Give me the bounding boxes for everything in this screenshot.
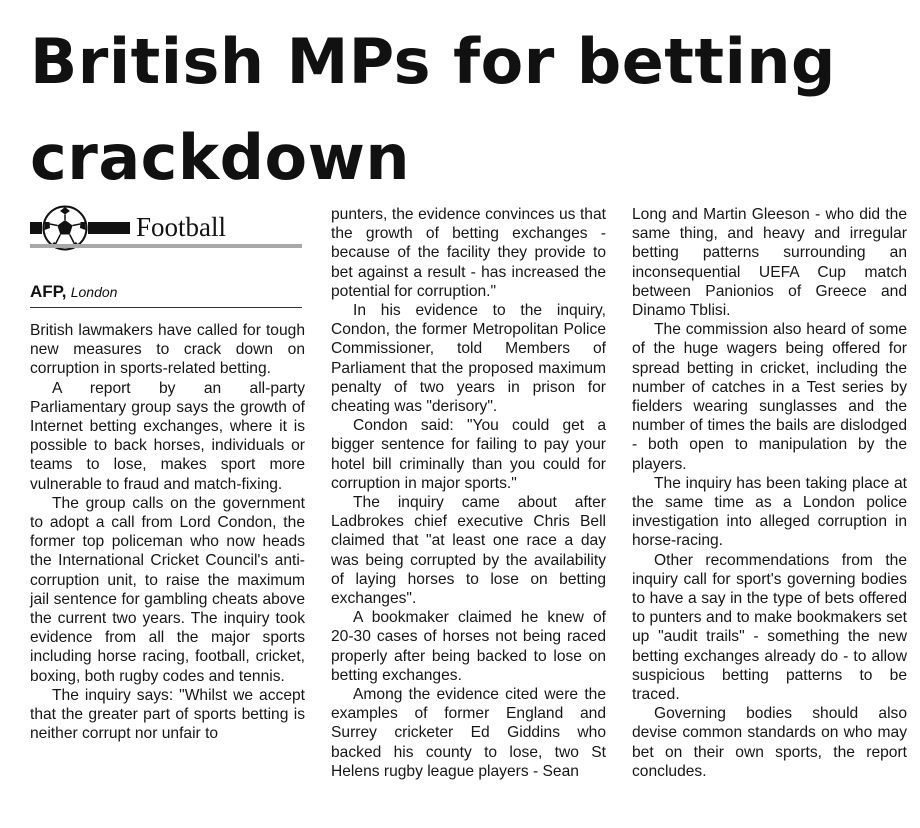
article-paragraph: British lawmakers have called for tough new measures to crack down on corruption in sports-related betting.: [30, 322, 305, 378]
article-paragraph: The commission also heard of some of the huge wagers being offered for spread betting in cricket, including the number of catches in a Test series by fielders wearing sunglasses and the number of times the bails are dislodged - both open to manipulation by the players.: [632, 321, 907, 473]
section-bar-middle: [88, 222, 130, 234]
article-column-1: [30, 321, 305, 743]
byline-rule: [30, 307, 302, 308]
article-paragraph: Among the evidence cited were the examples of former England and Surrey cricketer Ed Giddins who backed his county to lose, two St Helens rugby league players - Sean: [331, 686, 606, 780]
section-tag: [30, 204, 302, 250]
article-paragraph: A bookmaker claimed he knew of 20-30 cases of horses not being raced properly after being backed to lose on betting exchanges.: [331, 609, 606, 684]
article-column-2: [331, 205, 606, 781]
byline-location: London: [70, 284, 118, 300]
article-paragraph: Condon said: "You could get a bigger sentence for failing to pay your hotel bill criminally than you could for corruption in major sports.": [331, 417, 606, 492]
section-label: Football: [136, 212, 227, 242]
headline: British MPs for betting crackdown: [30, 25, 836, 194]
article-paragraph: In his evidence to the inquiry, Condon, the former Metropolitan Police Commissioner, told Members of Parliament that the proposed maximum penalty of two years in prison for cheating was "derisory".: [331, 302, 606, 416]
article-paragraph: The inquiry has been taking place at the same time as a London police investigation into alleged corruption in horse-racing.: [632, 474, 907, 550]
article-paragraph: The group calls on the government to adopt a call from Lord Condon, the former top policeman who now heads the International Cricket Council's anti-corruption unit, to raise the maximum jail sentence for gambling cheats above the current two years. The inquiry took evidence from all the major sports including horse racing, football, cricket, boxing, both rugby codes and tennis.: [30, 494, 305, 685]
article-paragraph: Other recommendations from the inquiry call for sport's governing bodies to have a say in the type of bets offered to punters and to make bookmakers set up "audit trails" - something the new betting exchanges already do - to allow suspicious betting patterns to be traced.: [632, 551, 907, 704]
article-paragraph: A report by an all-party Parliamentary group says the growth of Internet betting exchanges, where it is possible to back horses, individuals or teams to lose, makes sport more vulnerable to fraud and match-fixing.: [30, 379, 305, 493]
article-column-3: [632, 205, 907, 781]
article-paragraph: punters, the evidence convinces us that the growth of betting exchanges - because of the facility they provide to bet against a result - has increased the potential for corruption.": [331, 206, 606, 300]
article-paragraph: Long and Martin Gleeson - who did the same thing, and heavy and irregular betting patterns surrounding an inconsequential UEFA Cup match between Panionios of Greece and Dinamo Tblisi.: [632, 206, 907, 320]
article-paragraph: Governing bodies should also devise common standards on who may bet on their own sports, the report concludes.: [632, 705, 907, 780]
section-rule: [30, 244, 302, 248]
article-paragraph: The inquiry says: "Whilst we accept that the greater part of sports betting is neither corrupt nor unfair to: [30, 686, 305, 743]
section-bar-left: [30, 222, 42, 234]
byline-agency: AFP,: [30, 282, 67, 301]
byline: [30, 282, 117, 303]
article-paragraph: The inquiry came about after Ladbrokes chief executive Chris Bell claimed that "at least one race a day was being corrupted by the availability of laying horses to lose on betting exchanges".: [331, 494, 606, 608]
